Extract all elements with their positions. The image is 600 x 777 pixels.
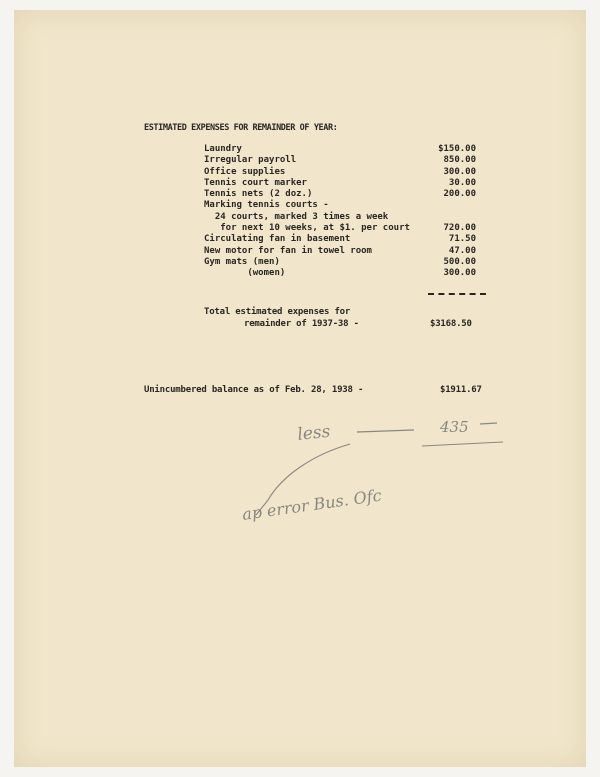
expense-amount: 720.00 — [443, 223, 476, 234]
handwritten-less: less — [296, 421, 332, 445]
handwritten-dash-line — [357, 430, 414, 432]
handwritten-amount: 435 — [440, 418, 469, 436]
expense-amount: 300.00 — [443, 268, 476, 279]
handwritten-underline — [422, 442, 503, 446]
expense-amount: 30.00 — [448, 177, 476, 188]
expense-amount: 71.50 — [448, 234, 476, 245]
expense-label: Tennis court marker — [204, 177, 307, 188]
expense-label: Marking tennis courts - — [204, 200, 329, 211]
expense-amount: 500.00 — [443, 256, 476, 267]
expense-label: Irregular payroll — [204, 155, 297, 166]
expense-amount: 850.00 — [443, 155, 476, 166]
handwritten-note: ap error Bus. Ofc — [240, 485, 383, 524]
total-amount: $3168.50 — [430, 319, 472, 329]
expense-label: Office supplies — [204, 166, 286, 177]
expense-label: for next 10 weeks, at $1. per court — [204, 223, 410, 234]
expense-label: New motor for fan in towel room — [204, 245, 372, 256]
expense-amount: 300.00 — [443, 166, 476, 177]
total-label-line1: Total estimated expenses for — [204, 307, 351, 317]
expenses-heading: ESTIMATED EXPENSES FOR REMAINDER OF YEAR: — [144, 123, 338, 133]
balance-label: Unincumbered balance as of Feb. 28, 1938 - — [144, 385, 364, 395]
expense-label: (women) — [204, 268, 286, 279]
expense-label: 24 courts, marked 3 times a week — [204, 211, 389, 222]
expense-label: Laundry — [204, 144, 242, 154]
expense-amount: 200.00 — [443, 189, 476, 200]
expense-amount: 47.00 — [448, 245, 476, 256]
expense-label: Circulating fan in basement — [204, 234, 351, 245]
balance-amount: $1911.67 — [440, 385, 482, 395]
total-label-line2: remainder of 1937-38 - — [244, 319, 359, 329]
expense-label: Gym mats (men) — [204, 256, 280, 267]
handwritten-amount-dash — [480, 423, 497, 424]
expense-amount: $150.00 — [438, 144, 476, 154]
expense-label: Tennis nets (2 doz.) — [204, 189, 313, 200]
